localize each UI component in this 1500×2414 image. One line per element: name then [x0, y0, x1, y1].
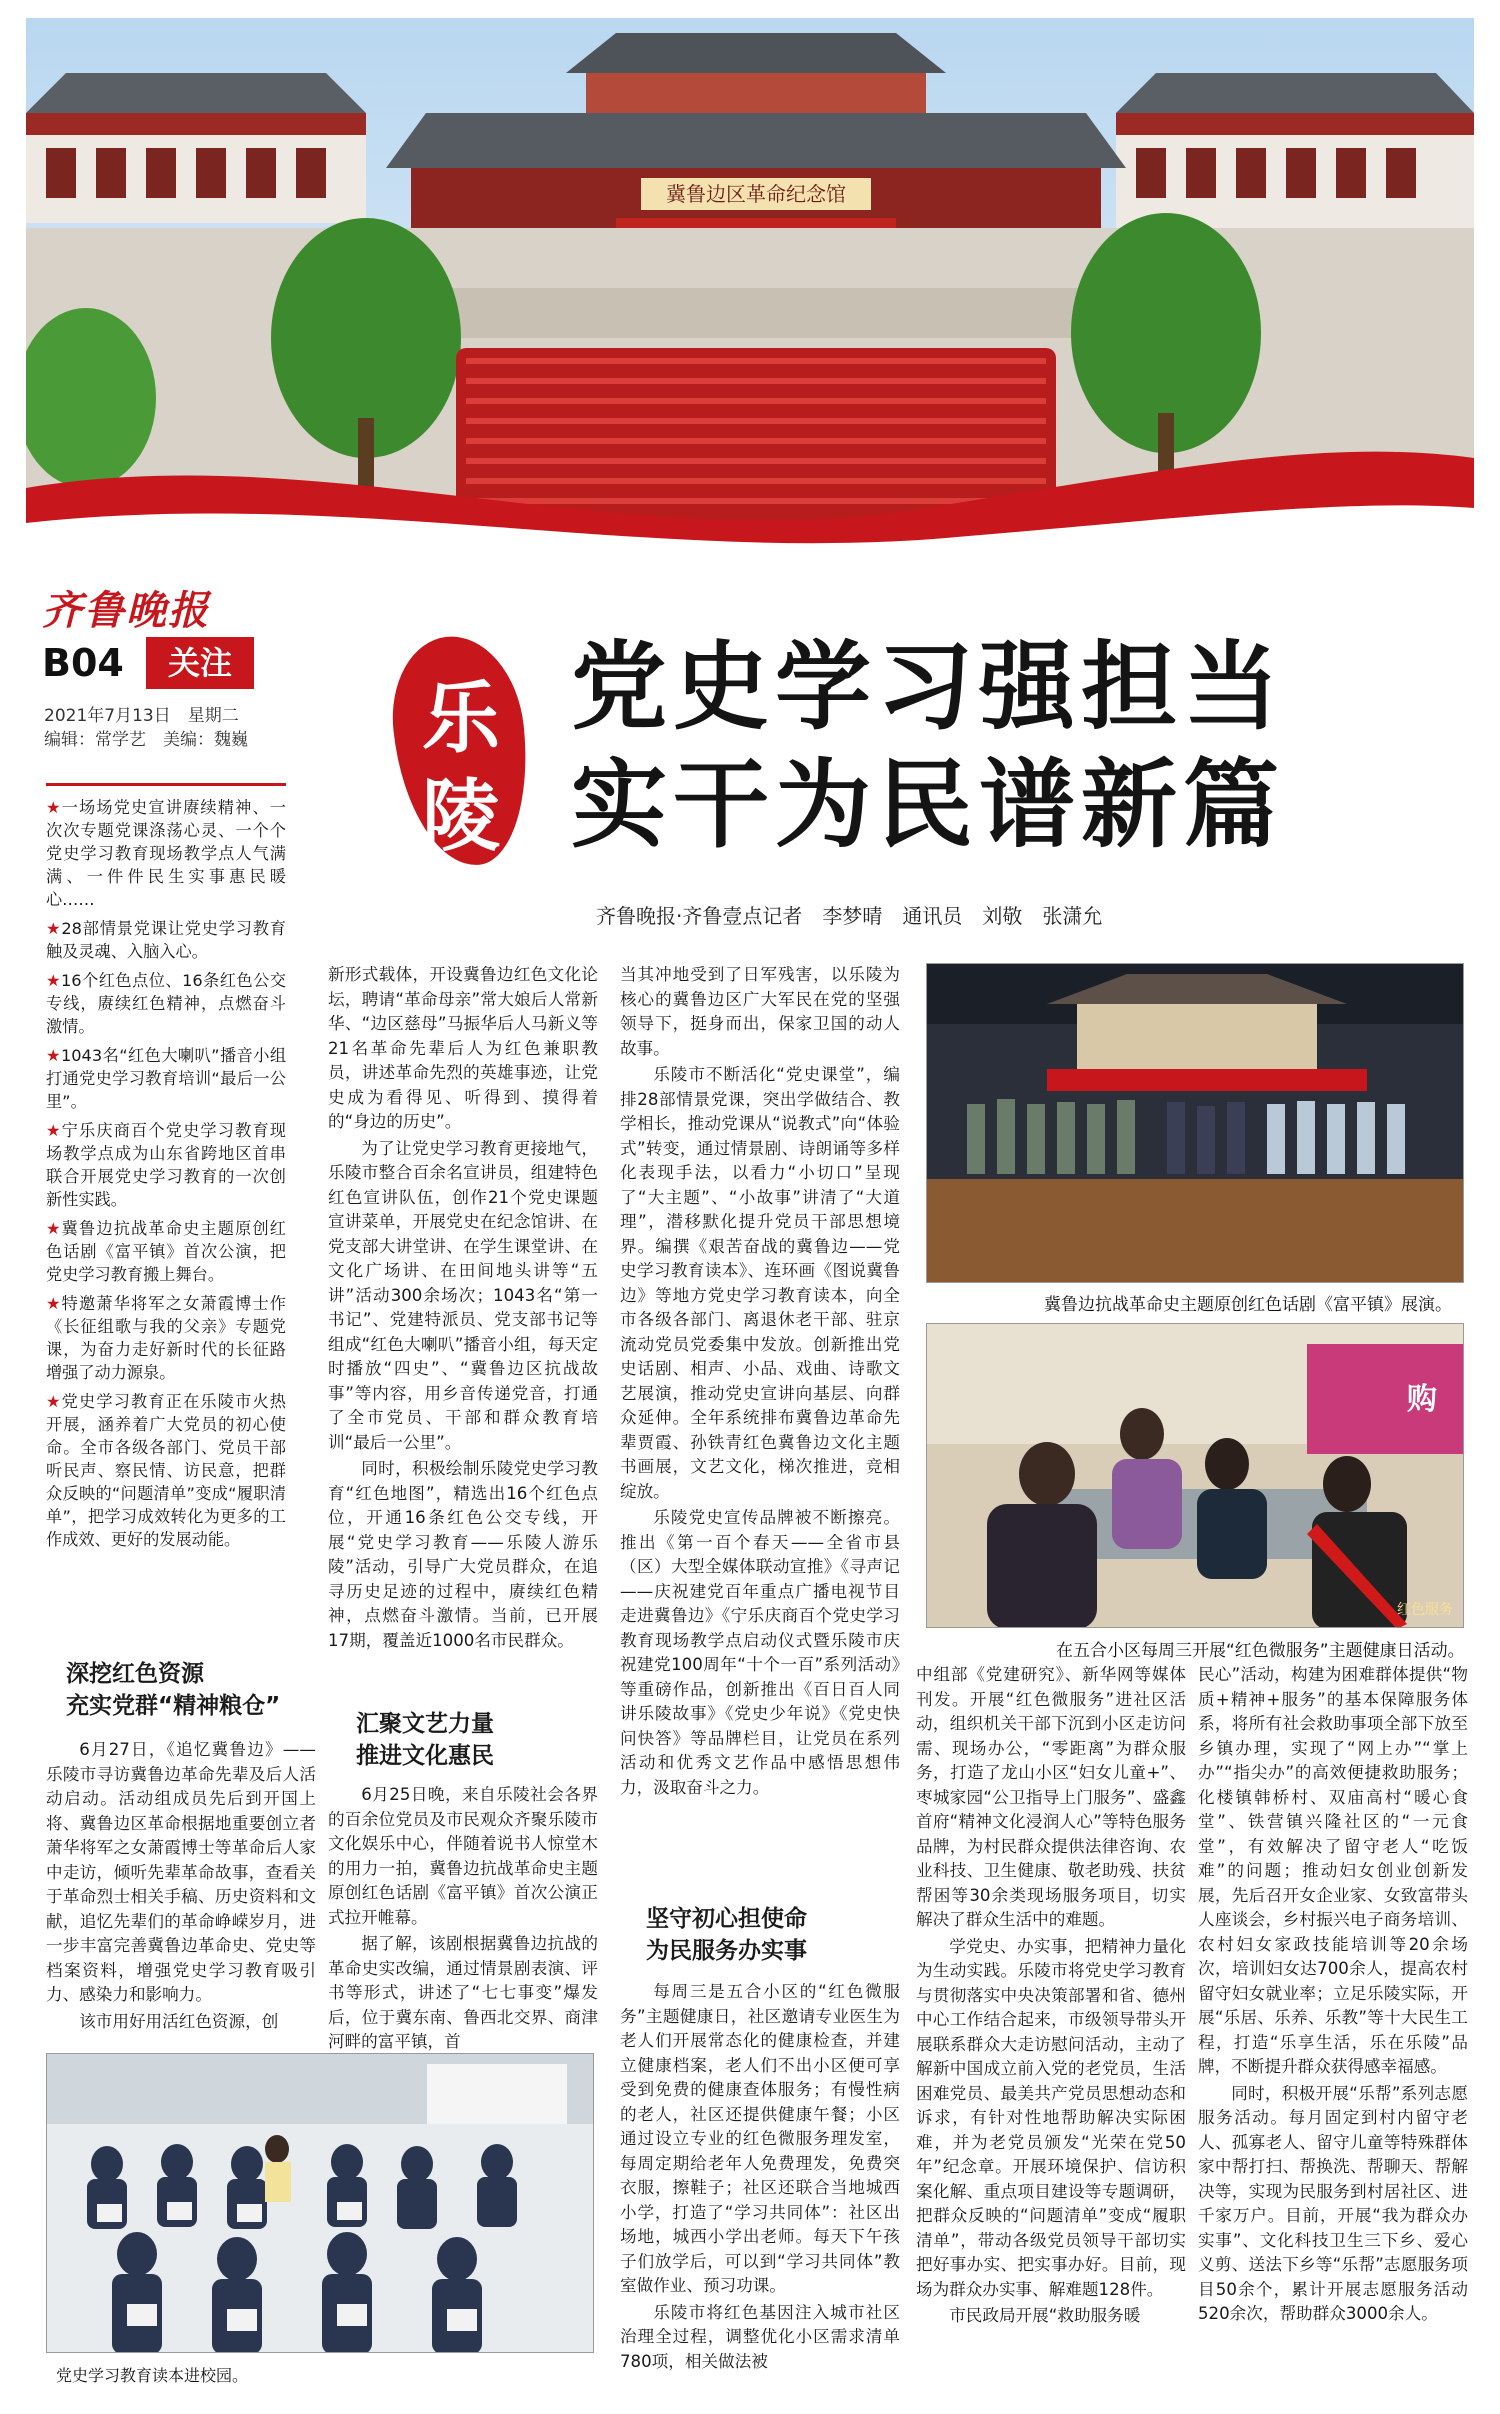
school-photo	[46, 2053, 594, 2353]
hero-banner-text: 冀鲁边区革命纪念馆	[666, 182, 846, 206]
paragraph: 该市用好用活红色资源，创	[79, 2011, 279, 2031]
star-icon: ★	[46, 919, 62, 938]
star-icon: ★	[46, 1294, 62, 1313]
lead-item: ★1043名“红色大喇叭”播音小组打通党史学习教育培训“最后一公里”。	[46, 1046, 287, 1111]
paragraph: 6月25日晚，来自乐陵社会各界的百余位党员及市民观众齐聚乐陵市文化娱乐中心，伴随着说书人惊堂木的用力一拍，冀鲁边抗战革命史主题原创红色话剧《富平镇》首次公演正式拉开帷幕。	[328, 1785, 598, 1927]
section-1-col-b	[328, 963, 598, 1655]
section-2-title-1: 汇聚文艺力量	[356, 1711, 494, 1737]
lead-item: ★一场场党史宣讲赓续精神、一次次专题党课涤荡心灵、一个个党史学习教育现场教学点人气满满、一件件民生实事惠民暖心……	[46, 798, 286, 909]
section-2-col-b	[620, 963, 900, 1802]
school-photo-caption: 党史学习教育读本进校园。	[56, 2366, 249, 2385]
star-icon: ★	[46, 1046, 61, 1065]
section-3-col-c	[1198, 1663, 1468, 2329]
section-1-col-a	[46, 1738, 316, 2036]
paragraph: 当其冲地受到了日军残害，以乐陵为核心的冀鲁边区广大军民在党的坚强领导下，挺身而出，保家卫国的动人故事。	[620, 965, 900, 1058]
newspaper-page	[26, 18, 1474, 2398]
headline	[571, 628, 1451, 864]
star-icon: ★	[46, 1392, 62, 1411]
section-3-col-b	[916, 1663, 1186, 2331]
paragraph: 为了让党史学习教育更接地气，乐陵市整合百余名宣讲员，组建特色红色宣讲队伍，创作21个党史课题宣讲菜单，开展党史在纪念馆讲、在党支部大讲堂讲、在学生课堂讲、在文化广场讲、在田间地头讲等“五讲”活动300余场次；1043名“第一书记”、党建特派员、党支部书记等组成“红色大喇叭”播音小组，每天定时播放“四史”、“冀鲁边区抗战故事”等内容，用乡音传递党音，打通了全市党员、干部和群众教育培训“最后一公里”。	[328, 1138, 598, 1452]
issue-date: 2021年7月13日 星期二	[44, 706, 239, 726]
health-photo-caption: 在五合小区每周三开展“红色微服务”主题健康日活动。	[1056, 1641, 1465, 1661]
headline-line-2: 实干为民谱新篇	[571, 749, 1285, 861]
paper-name: 齐鲁晚报	[42, 587, 210, 634]
paragraph: 每周三是五合小区的“红色微服务”主题健康日，社区邀请专业医生为老人们开展常态化的健康检查，并建立健康档案，老人们不出小区便可享受到免费的健康查体服务；有慢性病的老人，社区还提供健康午餐；小区通过设立专业的红色微服务理发室，每周定期给老年人免费理发，免费突衣服，擦鞋子；社区还联合当地城西小学，打造了“学习共同体”：社区出场地，城西小学出老师。每天下午孩子们放学后，可以到“学习共同体”教室做作业、预习功课。	[620, 1982, 900, 2295]
section-2-heading	[356, 1708, 576, 1772]
paragraph: 乐陵党史宣传品牌被不断擦亮。推出《第一百个春天——全省市县（区）大型全媒体联动宣推》《寻声记——庆祝建党百年重点广播电视节目走进冀鲁边》《宁乐庆商百个党史学习教育现场教学点启动仪式暨乐陵市庆祝建党100周年“十个一百”系列活动》等重磅作品，创新推出《百日百人同讲乐陵故事》《党史少年说》《党史快问快答》等品牌栏目，让党员在系列活动和优秀文艺作品中感悟思想伟力，汲取奋斗之力。	[620, 1508, 900, 1797]
lead-item: ★冀鲁边抗战革命史主题原创红色话剧《富平镇》首次公演，把党史学习教育搬上舞台。	[46, 1219, 286, 1284]
paragraph: 市民政局开展“救助服务暖	[949, 2306, 1141, 2325]
section-3-heading	[646, 1903, 886, 1967]
place-seal	[396, 636, 526, 866]
section-tag: 关注	[146, 637, 254, 689]
paragraph: 中组部《党建研究》、新华网等媒体刊发。开展“红色微服务”进社区活动，组织机关干部下沉到小区走访问需、现场办公，“零距离”为群众服务，打造了龙山小区“妇女儿童+”、枣城家园“公卫指导上门服务”、盛鑫首府“精神文化浸润人心”等特色服务品牌，为村民群众提供法律咨询、农业科技、卫生健康、敬老助残、扶贫帮困等30余类现场服务项目，切实解决了群众生活中的难题。	[916, 1665, 1186, 1929]
paragraph: 同时，积极开展“乐帮”系列志愿服务活动。每月固定到村内留守老人、孤寡老人、留守儿童等特殊群体家中帮打扫、帮换洗、帮聊天、帮解决等，实现为民服务到村居社区、进千家万户。目前，开展“我为群众办实事”、文化科技卫生三下乡、爱心义剪、送法下乡等“乐帮”志愿服务项目50余个，累计开展志愿服务活动520余次，帮助群众3000余人。	[1198, 2083, 1468, 2323]
page-number: B04	[42, 641, 124, 685]
section-1-heading	[66, 1658, 306, 1722]
section-2-title-2: 推进文化惠民	[356, 1743, 494, 1769]
headline-line-1: 党史学习强担当	[571, 631, 1285, 743]
health-photo	[926, 1323, 1464, 1628]
place-char-1: 乐	[421, 674, 500, 764]
paragraph: 乐陵市不断活化“党史课堂”，编排28部情景党课，突出学做结合、教学相长，推动党课从“说教式”向“体验式”转变，通过情景剧、诗朗诵等多样化表现手法，以看力“小切口”呈现了“大主题”、“小故事”讲清了“大道理”，潜移默化提升党员干部思想境界。编撰《艰苦奋战的冀鲁边——党史学习教育读本》、连环画《图说冀鲁边》等地方党史学习教育读本，向全市各级各部门、离退休老干部、驻京流动党员党委集中发放。创新推出党史话剧、相声、小品、戏曲、诗歌文艺展演，推动党史宣讲向基层、向群众延伸。全年系统排布冀鲁边革命先辈贾霞、孙铁青红色冀鲁边文化主题书画展，文艺文化，梯次推进，竞相绽放。	[620, 1065, 900, 1501]
paragraph: 据了解，该剧根据冀鲁边抗战的革命史实改编，通过情景剧表演、评书等形式，讲述了“七七事变”爆发后，位于冀东南、鲁西北交界、商津河畔的富平镇，首	[328, 1934, 598, 2051]
star-icon: ★	[46, 1121, 62, 1140]
place-char-2: 陵	[421, 772, 500, 862]
section-1-title-2: 充实党群“精神粮仓”	[66, 1693, 281, 1719]
section-2-col-a	[328, 1783, 598, 2057]
lead-item: ★28部情景党课让党史学习教育触及灵魂、入脑入心。	[46, 919, 286, 961]
lead-item: ★宁乐庆商百个党史学习教育现场教学点成为山东省跨地区首串联合开展党史学习教育的一次创新性实践。	[46, 1121, 286, 1209]
lead-summary	[46, 783, 286, 1557]
section-3-title-1: 坚守初心担使命	[646, 1906, 807, 1932]
paragraph: 民心”活动，构建为困难群体提供“物质+精神+服务”的基本保障服务体系，将所有社会救助事项全部下放至乡镇办理，实现了“网上办”“掌上办”“指尖办”的高效便捷救助服务；化楼镇韩桥村、双庙高村“暖心食堂”、铁营镇兴隆社区的“一元食堂”，有效解决了留守老人“吃饭难”的问题；推动妇女创业创新发展，先后召开女企业家、女致富带头人座谈会，乡村振兴电子商务培训、农村妇女家政技能培训等20余场次，培训妇女达700余人，提高农村留守妇女就业率；立足乐陵实际，开展“乐居、乐养、乐教”等十大民生工程，打造“乐享生活，乐在乐陵”品牌，不断提升群众获得感幸福感。	[1198, 1665, 1468, 2076]
byline: 齐鲁晚报·齐鲁壹点记者 李梦晴 通讯员 刘敬 张潇允	[596, 904, 1103, 928]
drama-photo	[926, 963, 1464, 1283]
star-icon: ★	[46, 1219, 62, 1238]
shop-sign-text: 购	[1407, 1382, 1437, 1417]
masthead	[26, 573, 346, 763]
drama-photo-caption: 冀鲁边抗战革命史主题原创红色话剧《富平镇》展演。	[1044, 1295, 1452, 1315]
paragraph: 乐陵市将红色基因注入城市社区治理全过程，调整优化小区需求清单780项，相关做法被	[620, 2302, 900, 2371]
paragraph: 学党史、办实事，把精神力量化为生动实践。乐陵市将党史学习教育与贯彻落实中央决策部署和省、德州中心工作结合起来，市级领导带头开展联系群众大走访慰问活动，主动了解新中国成立前入党的老党员，生活困难党员、最美共产党员思想动态和诉求，有针对性地帮助解决实际困难，并为老党员颁发“光荣在党50年”纪念章。开展环境保护、信访积案化解、重点项目建设等专题调研，把群众反映的“问题清单”变成“履职清单”，带动各级党员领导干部切实把好事办实、把实事办好。目前，现场为群众办实事、解难题128件。	[916, 1936, 1186, 2299]
star-icon: ★	[46, 971, 61, 990]
section-1-title-1: 深挖红色资源	[66, 1661, 204, 1687]
paragraph: 6月27日，《追忆冀鲁边》——乐陵市寻访冀鲁边革命先辈及后人活动启动。活动组成员先后到开国上将、冀鲁边区革命根据地重要创立者萧华将军之女萧霞博士等革命后人家中走访，倾听先辈革命故事，查看关于革命烈士相关手稿、历史资料和文献，追忆先辈们的革命峥嵘岁月，进一步丰富完善冀鲁边革命史、党史等档案资料，增强党史学习教育吸引力、感染力和影响力。	[46, 1740, 316, 2004]
paragraph: 同时，积极绘制乐陵党史学习教育“红色地图”，精选出16个红色点位，开通16条红色公交专线，开展“党史学习教育——乐陵人游乐陵”活动，引导广大党员群众，在追寻历史足迹的过程中，赓续红色精神，点燃奋斗激情。当前，已开展17期，覆盖近1000名市民群众。	[328, 1459, 598, 1650]
section-3-title-2: 为民服务办实事	[646, 1938, 807, 1964]
sash-text: 红色服务	[1397, 1602, 1453, 1618]
section-3-col-a	[620, 1980, 900, 2376]
star-icon: ★	[46, 798, 62, 817]
hero-photo	[26, 18, 1474, 563]
lead-item: ★16个红色点位、16条红色公交专线，赓续红色精神，点燃奋斗激情。	[46, 971, 286, 1036]
lead-item: ★特邀萧华将军之女萧霞博士作《长征组歌与我的父亲》专题党课，为奋力走好新时代的长征路增强了动力源泉。	[46, 1294, 286, 1382]
lead-item: ★党史学习教育正在乐陵市火热开展，涵养着广大党员的初心使命。全市各级各部门、党员干部听民声、察民情、访民意，把群众反映的“问题清单”变成“履职清单”，把学习成效转化为更多的工作成效、更好的发展动能。	[46, 1392, 286, 1549]
paragraph: 新形式载体，开设冀鲁边红色文化论坛，聘请“革命母亲”常大娘后人常新华、“边区慈母”马振华后人马新义等21名革命先辈后人为红色兼职教员，讲述革命先烈的英雄事迹，让党史成为看得见、听得到、摸得着的“身边的历史”。	[328, 965, 598, 1131]
editor-credits: 编辑：常学艺 美编：魏巍	[44, 730, 248, 750]
